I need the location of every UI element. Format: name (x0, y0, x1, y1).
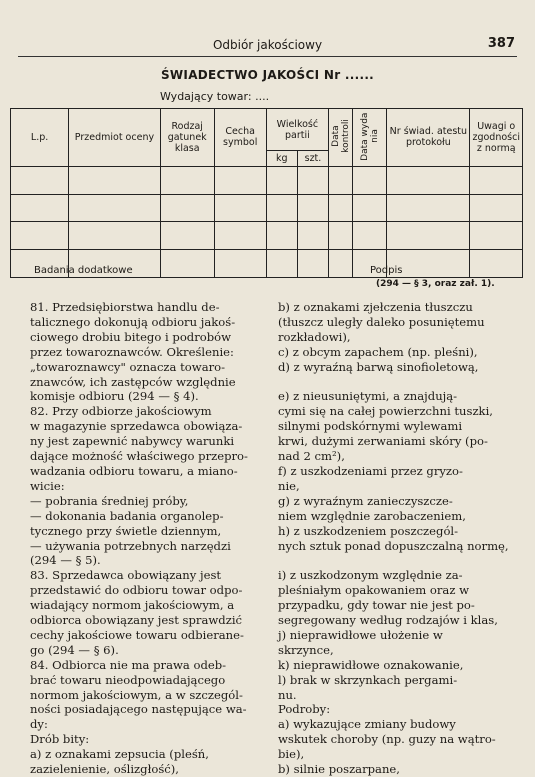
text-line: wskutek choroby (np. guzy na wątro- (278, 732, 496, 747)
col-issue-date: Data wyda nia (352, 109, 386, 167)
right-text-column (278, 300, 515, 777)
text-line: d) z wyraźną barwą sinofioletową, (278, 359, 479, 374)
text-line: b) z oznakami zjełczenia tłuszczu (278, 300, 473, 314)
text-line: zazielenienie, oślizgłość), (30, 762, 179, 777)
signature-reference: (294 — § 3, oraz zał. 1). (376, 279, 495, 289)
text-line: cechy jakościowe towaru odbierane- (30, 627, 244, 642)
text-line: 84. Odbiorca nie ma prawa odeb- (30, 657, 227, 672)
col-remarks: Uwagi o zgodności z normą (470, 109, 523, 167)
text-line: (294 — § 5). (30, 553, 101, 568)
text-line: l) brak w skrzynkach pergami- (278, 672, 458, 687)
col-feature: Cecha symbol (214, 109, 266, 167)
text-line (278, 553, 515, 568)
col-control-date: Data kontroli (329, 109, 353, 167)
table-row (11, 194, 523, 222)
text-line: przypadku, gdy towar nie jest po- (278, 598, 475, 613)
text-line: (tłuszcz uległy daleko posuniętemu (278, 314, 485, 329)
text-line: odbiorca obowiązany jest sprawdzić (30, 613, 243, 628)
text-line: segregowany według rodzajów i klas, (278, 613, 498, 628)
text-line: a) wykazujące zmiany budowy (278, 717, 456, 732)
col-batch-size: Wielkość partii (266, 109, 328, 151)
text-line: dy: (30, 717, 48, 732)
text-line: w magazynie sprzedawca obowiąza- (30, 419, 243, 434)
col-pcs: szt. (297, 151, 328, 167)
left-text-column (30, 300, 265, 777)
table-row (11, 166, 523, 194)
text-line: skrzynce, (278, 642, 334, 657)
text-line: cymi się na całej powierzchni tuszki, (278, 404, 493, 419)
text-line: przez towaroznawców. Określenie: (30, 344, 234, 359)
text-line: b) silnie poszarpane, (278, 762, 400, 777)
text-line: ciowego drobiu bitego i podrobów (30, 329, 232, 344)
text-line: j) nieprawidłowe ułożenie w (278, 627, 443, 642)
col-lp: L.p. (11, 109, 69, 167)
text-line: silnymi podskórnymi wylewami (278, 419, 463, 434)
text-line: krwi, dużymi zerwaniami skóry (po- (278, 434, 488, 449)
text-line: nu. (278, 687, 297, 702)
text-line: a) z oznakami zepsucia (pleśń, (30, 747, 209, 762)
text-line: talicznego dokonują odbioru jakoś- (30, 314, 236, 329)
text-line: h) z uszkodzeniem poszczegól- (278, 523, 459, 538)
text-line: „towaroznawcy" oznacza towaro- (30, 359, 226, 374)
page-number: 387 (487, 36, 515, 51)
text-line: ny jest zapewnić nabywcy warunki (30, 434, 235, 449)
text-line: go (294 — § 6). (30, 642, 119, 657)
col-cert-no: Nr świad. atestu protokołu (387, 109, 470, 167)
signature-label: Podpis (370, 265, 403, 276)
text-line: niem względnie zarobaczeniem, (278, 508, 466, 523)
text-line: nad 2 cm²), (278, 449, 345, 464)
certificate-table (10, 108, 523, 278)
text-line: k) nieprawidłowe oznakowanie, (278, 657, 464, 672)
running-title: Odbiór jakościowy (212, 38, 323, 52)
text-line: dające możność właściwego przepro- (30, 449, 248, 464)
text-line: tycznego przy świetle dziennym, (30, 523, 222, 538)
text-line: i) z uszkodzonym względnie za- (278, 568, 463, 583)
table-row (11, 222, 523, 250)
text-line: nych sztuk ponad dopuszczalną normę, (278, 538, 509, 553)
text-line: rozkładowi), (278, 329, 351, 344)
text-line: nie, (278, 478, 300, 493)
certificate-title: ŚWIADECTWO JAKOŚCI Nr ...... (160, 68, 375, 82)
text-line: g) z wyraźnym zanieczyszcze- (278, 493, 453, 508)
text-line: — pobrania średniej próby, (30, 493, 189, 508)
col-kg: kg (266, 151, 297, 167)
text-line: ności posiadającego następujące wa- (30, 702, 247, 717)
text-line: wicie: (30, 478, 65, 493)
text-line: przedstawić do odbioru towar odpo- (30, 583, 243, 598)
text-line: Podroby: (278, 702, 331, 717)
text-line: — używania potrzebnych narzędzi (30, 538, 231, 553)
extra-tests-label: Badania dodatkowe (34, 265, 133, 276)
text-line: normom jakościowym, a w szczegól- (30, 687, 243, 702)
running-header (18, 36, 517, 57)
text-line: 83. Sprzedawca obowiązany jest (30, 568, 222, 583)
text-line: c) z obcym zapachem (np. pleśni), (278, 344, 478, 359)
text-line (278, 375, 515, 390)
col-subject: Przedmiot oceny (69, 109, 160, 167)
text-line: 82. Przy odbiorze jakościowym (30, 404, 212, 419)
text-line: brać towaru nieodpowiadającego (30, 672, 226, 687)
text-line: 81. Przedsiębiorstwa handlu de- (30, 300, 220, 314)
text-line: bie), (278, 747, 305, 762)
text-line: wiadający normom jakościowym, a (30, 598, 235, 613)
text-line: komisje odbioru (294 — § 4). (30, 389, 199, 404)
text-line: wadzania odbioru towaru, a miano- (30, 463, 238, 478)
col-type: Rodzaj gatunek klasa (160, 109, 214, 167)
text-line: znawców, ich zastępców względnie (30, 374, 236, 389)
text-line: — dokonania badania organolep- (30, 508, 224, 523)
certificate-issuer: Wydający towar: .... (160, 90, 270, 103)
text-line: Drób bity: (30, 732, 90, 747)
text-line: pleśniałym opakowaniem oraz w (278, 583, 470, 598)
text-line: f) z uszkodzeniami przez gryzo- (278, 463, 463, 478)
text-line: e) z nieusuniętymi, a znajdują- (278, 389, 458, 404)
